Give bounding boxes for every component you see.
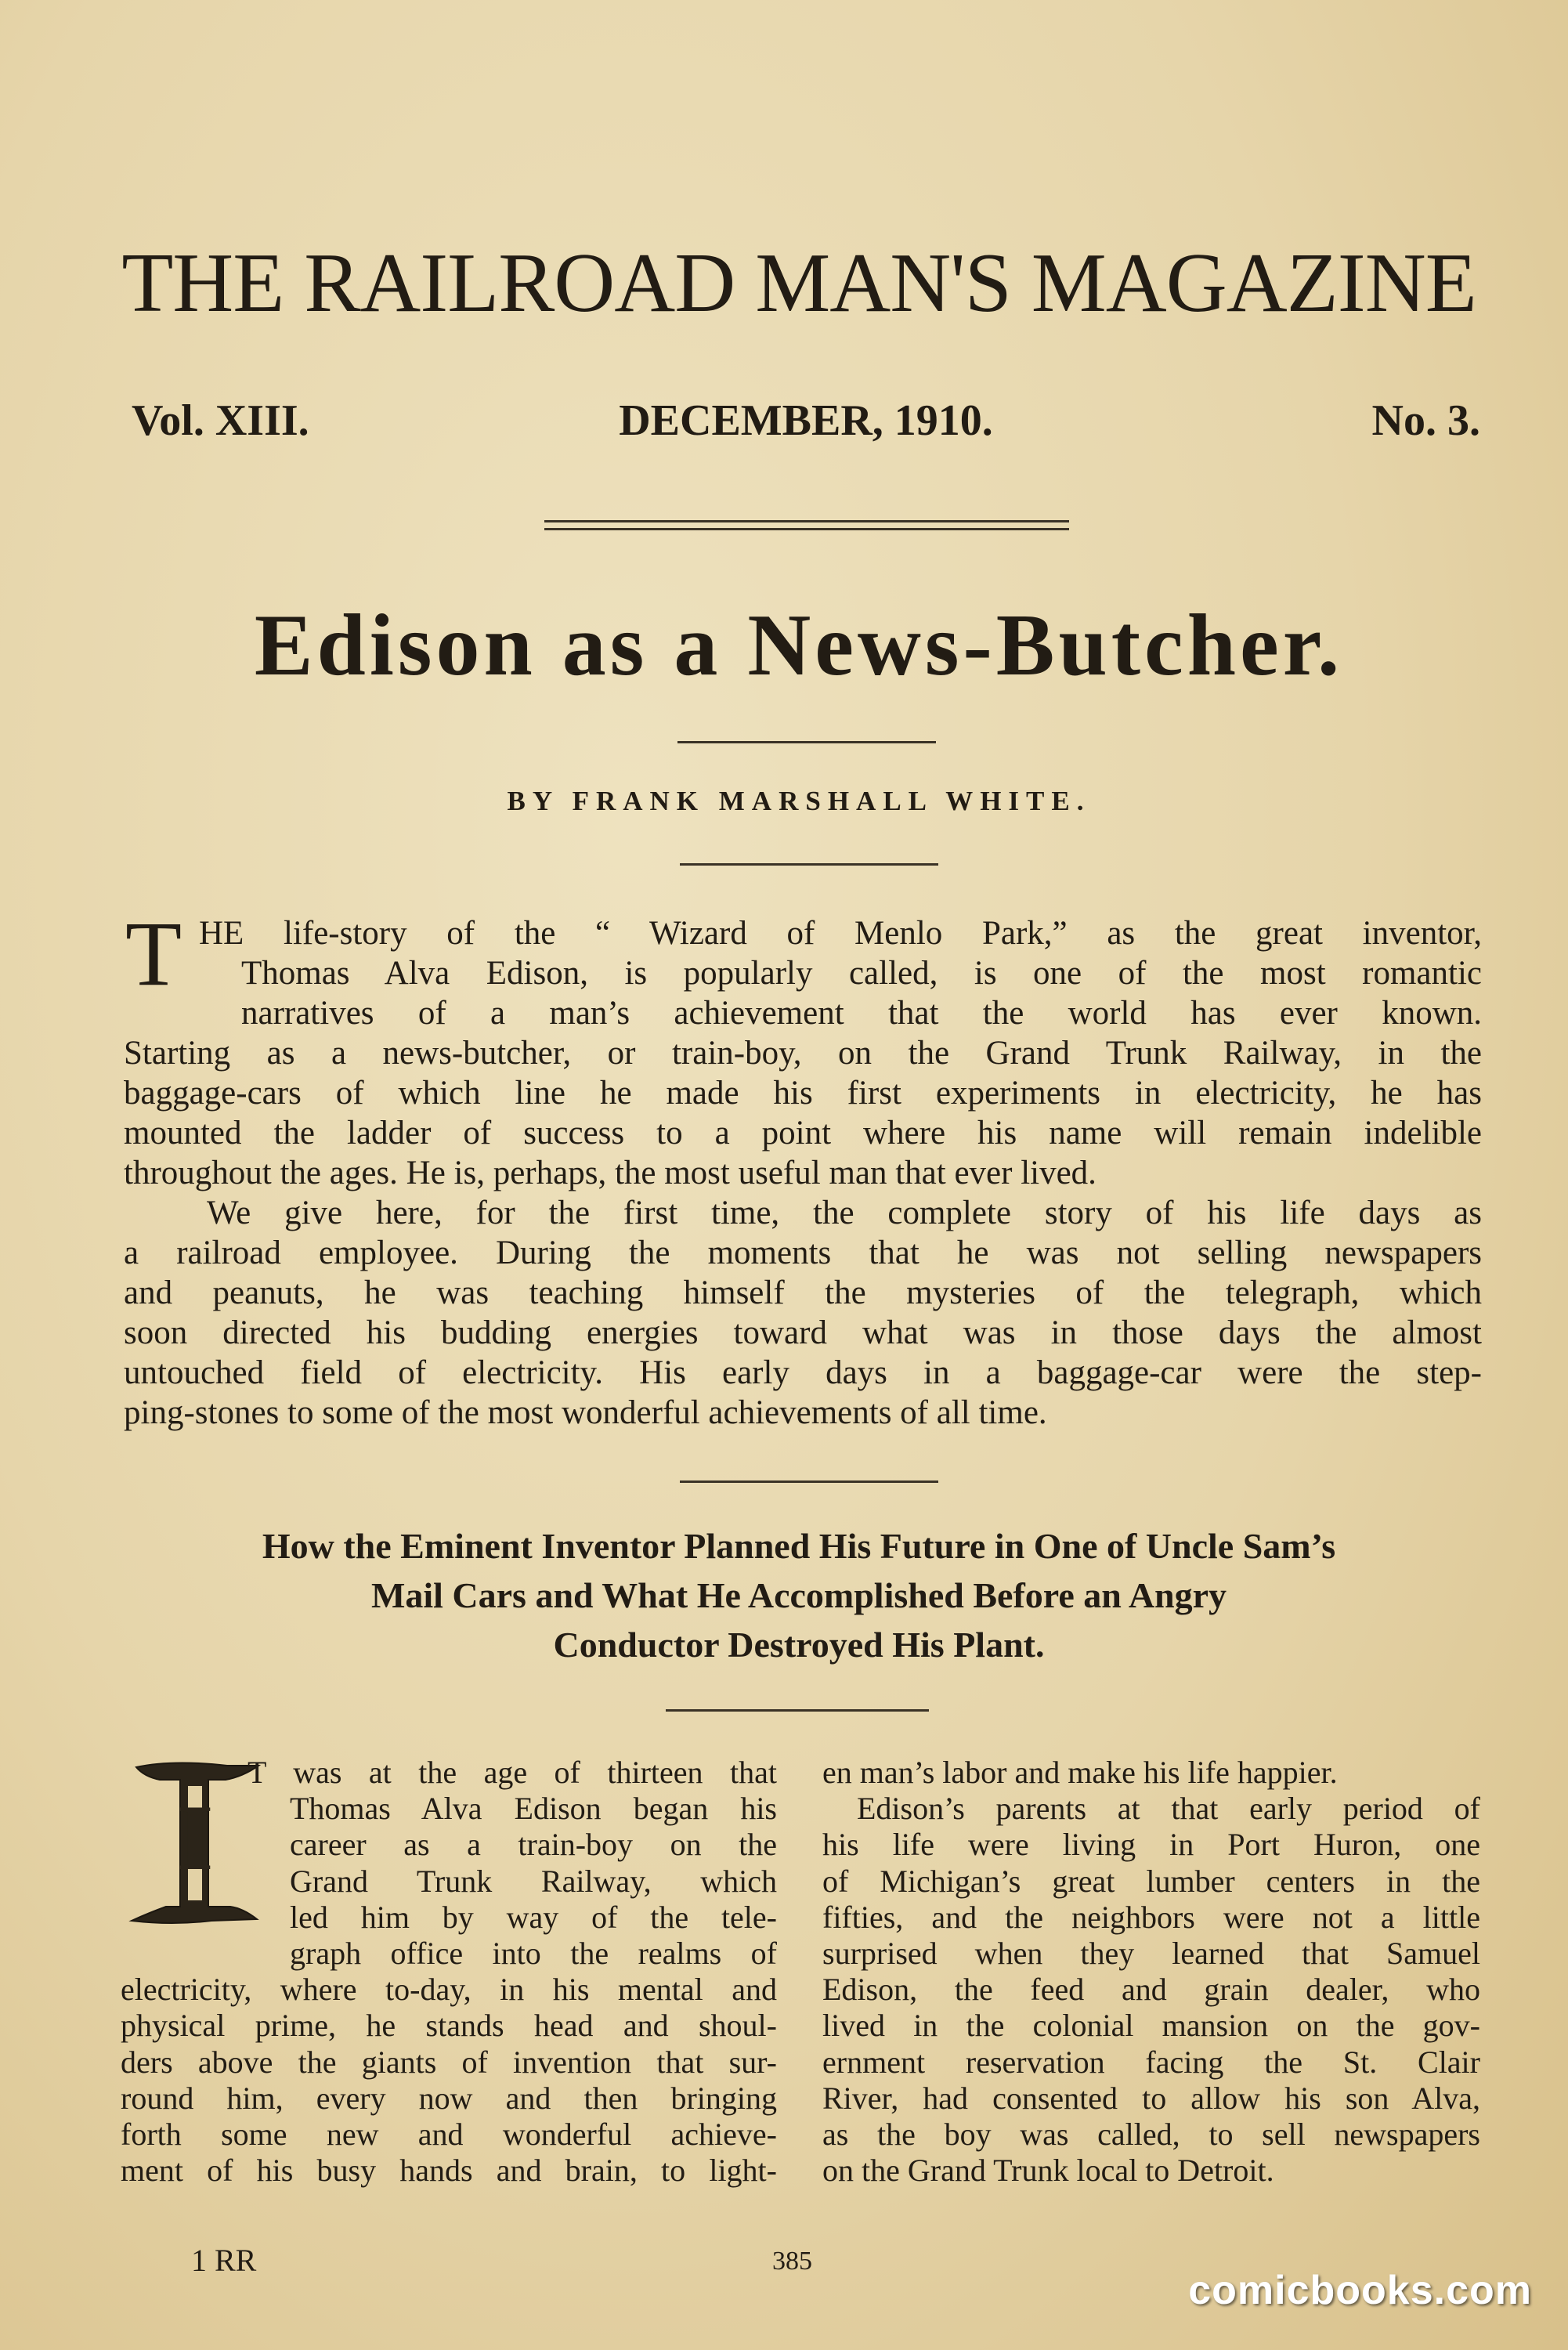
intro-line: soon directed his budding energies toward what was in those days the almost <box>124 1314 1482 1351</box>
subhead-line: Mail Cars and What He Accomplished Before an Angry <box>370 1575 1227 1615</box>
intro-rule <box>680 1480 938 1483</box>
page-number: 385 <box>772 2247 812 2276</box>
body-line: T was at the age of thirteen that <box>247 1755 777 1790</box>
body-line: ment of his busy hands and brain, to light- <box>121 2153 777 2189</box>
body-column-right <box>822 1755 1480 2189</box>
body-line: of Michigan’s great lumber centers in the <box>822 1863 1480 1899</box>
intro-line: We give here, for the first time, the complete story of his life days as <box>207 1195 1482 1231</box>
body-line: ders above the giants of invention that sur- <box>121 2044 777 2080</box>
subhead-line: How the Eminent Inventor Planned His Future in One of Uncle Sam’s <box>262 1526 1336 1566</box>
body-line: Thomas Alva Edison began his <box>290 1791 777 1827</box>
subhead-line: Conductor Destroyed His Plant. <box>553 1625 1045 1665</box>
body-line: Edison, the feed and grain dealer, who <box>822 1972 1480 2008</box>
body-line: his life were living in Port Huron, one <box>822 1827 1480 1863</box>
double-rule-divider <box>544 520 1069 530</box>
body-line: career as a train-boy on the <box>290 1827 777 1863</box>
volume-number: Vol. XIII. <box>132 396 309 445</box>
issue-number: No. 3. <box>1371 396 1480 445</box>
intro-line: baggage-cars of which line he made his first experiments in electricity, he has <box>124 1075 1482 1112</box>
intro-line: throughout the ages. He is, perhaps, the most useful man that ever lived. <box>124 1155 1097 1191</box>
body-line: led him by way of the tele- <box>290 1899 777 1935</box>
intro-line: narratives of a man’s achievement that the world has ever known. <box>241 995 1482 1032</box>
intro-drop-cap: T <box>125 902 182 1005</box>
body-line: graph office into the realms of <box>290 1936 777 1972</box>
issue-date: DECEMBER, 1910. <box>619 396 993 445</box>
body-line: round him, every now and then bringing <box>121 2080 777 2116</box>
intro-paragraph <box>124 902 1482 1433</box>
article-byline: BY FRANK MARSHALL WHITE. <box>507 786 1091 816</box>
body-line: as the boy was called, to sell newspapers <box>822 2117 1480 2153</box>
intro-line: mounted the ladder of success to a point where his name will remain indelible <box>124 1115 1482 1152</box>
body-line: River, had consented to allow his son Alva, <box>822 2080 1480 2116</box>
body-line: forth some new and wonderful achieve- <box>121 2117 777 2153</box>
body-line: surprised when they learned that Samuel <box>822 1936 1480 1972</box>
byline-rule <box>680 863 938 866</box>
masthead: THE RAILROAD MAN'S MAGAZINE <box>121 237 1476 330</box>
intro-line: ping-stones to some of the most wonderful achievements of all time. <box>124 1394 1047 1431</box>
body-line: Grand Trunk Railway, which <box>290 1863 777 1899</box>
signature-mark: 1 RR <box>191 2243 257 2278</box>
intro-line: untouched field of electricity. His early days in a baggage-car were the step- <box>124 1354 1482 1391</box>
body-line: physical prime, he stands head and shoul- <box>121 2008 777 2044</box>
intro-line: and peanuts, he was teaching himself the mysteries of the telegraph, which <box>124 1274 1482 1311</box>
body-line: on the Grand Trunk local to Detroit. <box>822 2153 1274 2189</box>
intro-line: a railroad employee. During the moments that he was not selling newspapers <box>124 1235 1482 1271</box>
svg-text:I: I <box>176 1785 214 1889</box>
body-line: Edison’s parents at that early period of <box>857 1791 1480 1827</box>
article-subhead <box>117 1521 1480 1669</box>
body-line: en man’s labor and make his life happier. <box>822 1755 1338 1790</box>
body-line: electricity, where to-day, in his mental and <box>121 1972 777 2008</box>
watermark-logo: comicbooks.com <box>1188 2268 1532 2313</box>
intro-line: Thomas Alva Edison, is popularly called, is one of the most romantic <box>241 955 1482 992</box>
article-title: Edison as a News-Butcher. <box>254 597 1344 694</box>
subhead-rule <box>666 1709 929 1712</box>
title-rule <box>677 741 936 743</box>
intro-line: HE life-story of the “ Wizard of Menlo Park,” as the great inventor, <box>199 915 1482 952</box>
issue-line <box>132 396 1480 450</box>
body-line: lived in the colonial mansion on the gov- <box>822 2008 1480 2044</box>
body-column-left <box>121 1755 777 2189</box>
body-line: fifties, and the neighbors were not a little <box>822 1899 1480 1935</box>
intro-line: Starting as a news-butcher, or train-boy, on the Grand Trunk Railway, in the <box>124 1035 1482 1072</box>
body-line: ernment reservation facing the St. Clair <box>822 2044 1480 2080</box>
